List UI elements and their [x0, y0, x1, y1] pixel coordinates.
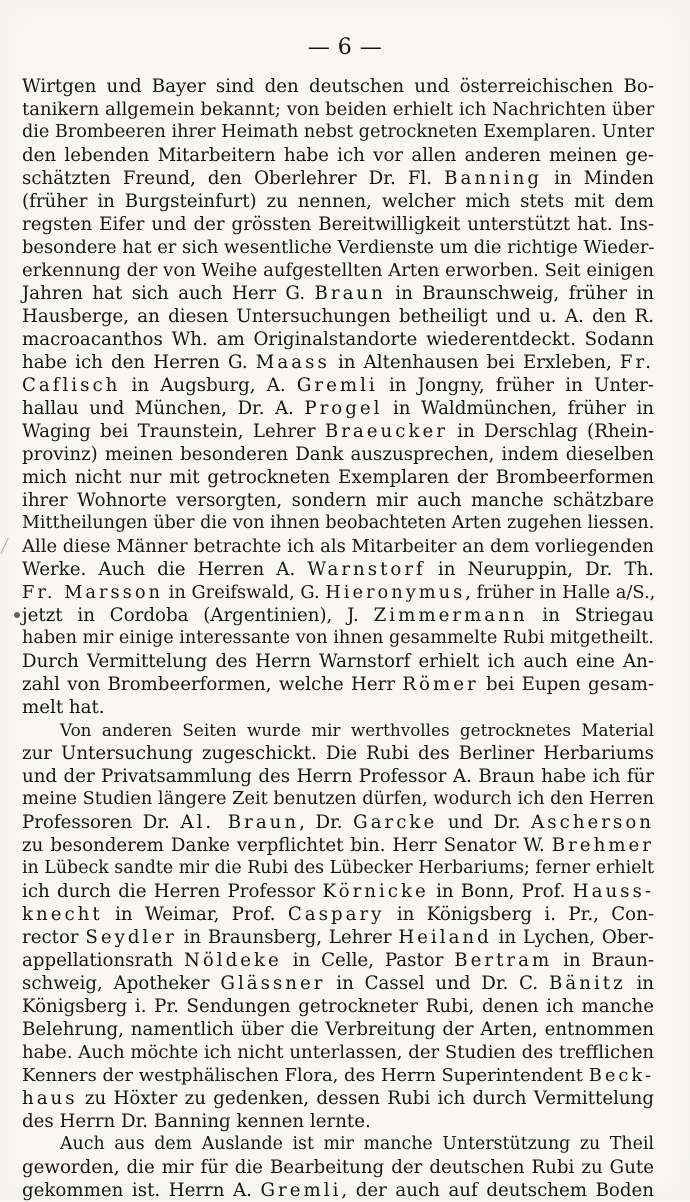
text-line — [22, 535, 654, 558]
text-line — [22, 949, 654, 972]
text-line — [22, 98, 654, 121]
text-segment: in Braunschweig, früher in — [385, 283, 654, 304]
text-line — [22, 1087, 654, 1110]
spaced-name: Hauss- — [572, 881, 654, 902]
text-segment: , der auch auf deutschem Boden — [341, 1180, 655, 1201]
text-segment: zu Höxter zu gedenken, dessen Rubi ich durch Vermittelung — [77, 1088, 654, 1109]
text-line — [22, 834, 654, 857]
text-segment: hallau und München, Dr. A. — [22, 398, 305, 419]
text-segment: in Altenhausen bei Erxleben, — [329, 352, 620, 373]
text-segment: in Neuruppin, Dr. Th. — [425, 559, 655, 580]
text-line — [22, 328, 654, 351]
spaced-name: Römer — [402, 674, 479, 695]
spaced-name: Bänitz — [549, 973, 626, 994]
text-segment: Auch aus dem Auslande ist mir manche Unterstützung zu Theil — [60, 1134, 654, 1154]
text-line — [22, 811, 654, 834]
text-line — [22, 121, 654, 144]
text-segment: macroacanthos Wh. am Originalstandorte wiederentdeckt. Sodann — [22, 329, 654, 350]
text-segment: zu besonderem Danke verpflichtet bin. Herr Senator W. — [22, 835, 552, 856]
text-segment: jetzt in Cordoba (Argentinien), J. — [22, 605, 374, 626]
text-segment: Hausberge, an diesen Untersuchungen betheiligt und u. A. den R. — [22, 306, 654, 327]
text-line — [22, 696, 654, 719]
text-segment: haben mir einige interessante von ihnen gesammelte Rubi mitgetheilt. — [22, 628, 654, 648]
text-segment: Mittheilungen über die von ihnen beobachteten Arten zugehen liessen. — [22, 513, 655, 533]
text-line — [22, 880, 654, 903]
spaced-name: knecht — [22, 904, 103, 925]
text-segment: meine Studien längere Zeit benutzen dürfen, wodurch ich den Herren — [22, 789, 654, 809]
text-segment: rector — [22, 927, 86, 948]
text-line — [22, 627, 654, 650]
text-segment: in Königsberg i. Pr., Con- — [384, 904, 654, 925]
text-segment: mich nicht nur mit getrockneten Exemplaren der Brombeerformen — [22, 467, 654, 488]
text-line — [22, 903, 654, 926]
text-segment: Jahren hat sich auch Herr G. — [22, 283, 315, 304]
text-segment: in Bonn, Prof. — [428, 881, 573, 902]
spaced-name: Fr. — [619, 352, 655, 373]
text-segment: Belehrung, namentlich über die Verbreitung der Arten, entnommen — [22, 1019, 654, 1040]
text-segment: in Cassel und Dr. C. — [325, 973, 550, 994]
text-segment: in Greifswald, G. — [163, 582, 326, 603]
text-line — [22, 144, 654, 167]
spaced-name: Maass — [255, 352, 330, 373]
text-line — [22, 765, 654, 788]
text-segment: in Braun- — [552, 950, 654, 971]
text-segment: besondere hat er sich wesentliche Verdienste um die richtige Wieder- — [22, 237, 655, 258]
text-segment: Durch Vermittelung des Herrn Warnstorf erhielt ich auch eine An- — [22, 651, 654, 672]
text-segment: tanikern allgemein bekannt; von beiden erhielt ich Nachrichten über — [22, 99, 655, 120]
spaced-name: Caspary — [287, 904, 385, 925]
text-segment: ich durch die Herren Professor — [22, 881, 323, 902]
spaced-name: Progel — [304, 398, 383, 419]
text-segment: des Herrn Dr. Banning kennen lernte. — [22, 1111, 371, 1132]
ink-spot — [14, 612, 20, 618]
spaced-name: Banning — [444, 168, 542, 189]
text-line — [22, 167, 654, 190]
text-segment: appellationsrath — [22, 950, 184, 971]
text-segment: in Braunsberg, Lehrer — [176, 927, 399, 948]
text-segment: und Dr. — [437, 812, 532, 833]
text-line — [22, 788, 654, 811]
spaced-name: Gremli — [260, 1180, 342, 1201]
text-line — [22, 995, 654, 1018]
spaced-name: Al. Braun — [180, 812, 300, 833]
text-line — [22, 512, 654, 535]
text-segment: Von anderen Seiten wurde mir werthvolles getrocknetes Material — [60, 720, 654, 740]
text-line — [22, 259, 654, 282]
spaced-name: Nöldeke — [183, 950, 282, 971]
text-segment: in Jongny, früher in Unter- — [377, 375, 654, 396]
text-line — [22, 1133, 654, 1156]
text-segment: in Minden — [541, 168, 654, 189]
page-number: — 6 — — [307, 35, 383, 60]
text-segment: geworden, die mir für die Bearbeitung der deutschen Rubi zu Gute — [22, 1157, 654, 1178]
text-segment: in Lübeck sandte mir die Rubi des Lübecker Herbariums; ferner erhielt — [22, 858, 654, 878]
spaced-name: Bertram — [454, 950, 553, 971]
text-segment: in Celle, Pastor — [281, 950, 455, 971]
text-line — [22, 466, 654, 489]
text-line — [22, 742, 654, 765]
text-line — [22, 397, 654, 420]
spaced-name: Heiland — [398, 927, 492, 948]
text-segment: und der Privatsammlung des Herrn Professor A. Braun habe ich für — [22, 766, 654, 787]
text-segment: , Dr. — [299, 812, 354, 833]
text-line — [22, 650, 654, 673]
text-line — [22, 1041, 654, 1064]
text-segment: Wirtgen und Bayer sind den deutschen und österreichischen Bo- — [22, 76, 654, 97]
text-line — [22, 213, 654, 236]
spaced-name: Braun — [314, 283, 386, 304]
text-line — [22, 305, 654, 328]
text-segment: ihrer Wohnorte versorgten, sondern mir auch manche schätzbare — [22, 490, 654, 511]
text-line — [22, 558, 654, 581]
text-segment: in — [625, 973, 655, 994]
text-line — [22, 351, 654, 374]
text-segment: regsten Eifer und der grössten Bereitwilligkeit unterstützt hat. Ins- — [22, 214, 654, 235]
spaced-name: Brehmer — [551, 835, 654, 856]
spaced-name: Fr. Marsson — [22, 582, 163, 603]
spaced-name: Beck- — [588, 1065, 654, 1086]
text-segment: in Waldmünchen, früher in — [382, 398, 654, 419]
text-line — [22, 972, 654, 995]
spaced-name: Caflisch — [22, 375, 121, 396]
text-segment: , früher in Halle a/S., — [465, 582, 656, 603]
text-line — [22, 926, 654, 949]
text-line — [22, 1179, 654, 1202]
text-segment: habe. Auch möchte ich nicht unterlassen, der Studien des trefflichen — [22, 1042, 655, 1063]
text-segment: in Derschlag (Rhein- — [447, 421, 654, 442]
text-segment: habe ich den Herren G. — [22, 352, 256, 373]
text-segment: erkennung der von Weihe aufgestellten Arten erworben. Seit einigen — [22, 260, 654, 281]
spaced-name: Gremli — [296, 375, 378, 396]
text-line — [22, 1018, 654, 1041]
text-segment: den lebenden Mitarbeitern habe ich vor allen anderen meinen ge- — [22, 145, 654, 166]
text-segment: (früher in Burgsteinfurt) zu nennen, welcher mich stets mit dem — [22, 191, 654, 212]
text-segment: die Brombeeren ihrer Heimath nebst getrockneten Exemplaren. Unter — [22, 122, 654, 142]
text-segment: schätzten Freund, den Oberlehrer Dr. Fl. — [22, 168, 445, 189]
text-line — [22, 581, 654, 604]
text-segment: zur Untersuchung zugeschickt. Die Rubi des Berliner Herbariums — [22, 743, 654, 764]
text-line — [22, 190, 654, 213]
text-line — [22, 374, 654, 397]
spaced-name: haus — [22, 1088, 78, 1109]
text-segment: Königsberg i. Pr. Sendungen getrockneter Rubi, denen ich manche — [22, 996, 654, 1017]
spaced-name: Braeucker — [324, 421, 448, 442]
text-line — [22, 673, 654, 696]
spaced-name: Seydler — [85, 927, 177, 948]
text-segment: gekommen ist. Herrn A. — [22, 1180, 261, 1201]
body-text — [22, 75, 654, 1202]
text-line — [22, 604, 654, 627]
text-line — [22, 282, 654, 305]
spaced-name: Zimmermann — [373, 605, 528, 626]
text-line — [22, 719, 654, 742]
spaced-name: Garcke — [353, 812, 438, 833]
spaced-name: Hieronymus — [325, 582, 466, 603]
text-line — [22, 236, 654, 259]
text-segment: Waging bei Traunstein, Lehrer — [22, 421, 325, 442]
text-segment: in Augsburg, A. — [120, 375, 297, 396]
text-segment: melt hat. — [22, 697, 105, 718]
spaced-name: Glässner — [220, 973, 326, 994]
text-segment: bei Eupen gesam- — [478, 674, 655, 695]
text-segment: in Striegau — [527, 605, 654, 626]
text-segment: schweig, Apotheker — [22, 973, 221, 994]
text-line — [22, 1156, 654, 1179]
margin-mark — [0, 538, 18, 554]
text-segment: Professoren Dr. — [22, 812, 181, 833]
spaced-name: Warnstorf — [307, 559, 426, 580]
text-segment: zahl von Brombeerformen, welche Herr — [22, 674, 403, 695]
text-line — [22, 857, 654, 880]
text-line — [22, 1064, 654, 1087]
text-segment: Werke. Auch die Herren A. — [22, 559, 308, 580]
text-segment: Alle diese Männer betrachte ich als Mitarbeiter an dem vorliegenden — [22, 536, 654, 557]
spaced-name: Ascherson — [531, 812, 654, 833]
spaced-name: Körnicke — [322, 881, 429, 902]
text-segment: provinz) meinen besonderen Dank auszusprechen, indem dieselben — [22, 444, 654, 465]
text-line — [22, 489, 654, 512]
text-line — [22, 443, 654, 466]
text-line — [22, 75, 654, 98]
text-line — [22, 420, 654, 443]
text-line — [22, 1110, 654, 1133]
text-segment: in Weimar, Prof. — [102, 904, 288, 925]
text-segment: Kenners der westphälischen Flora, des Herrn Superintendent — [22, 1065, 589, 1086]
text-segment: in Lychen, Ober- — [491, 927, 654, 948]
